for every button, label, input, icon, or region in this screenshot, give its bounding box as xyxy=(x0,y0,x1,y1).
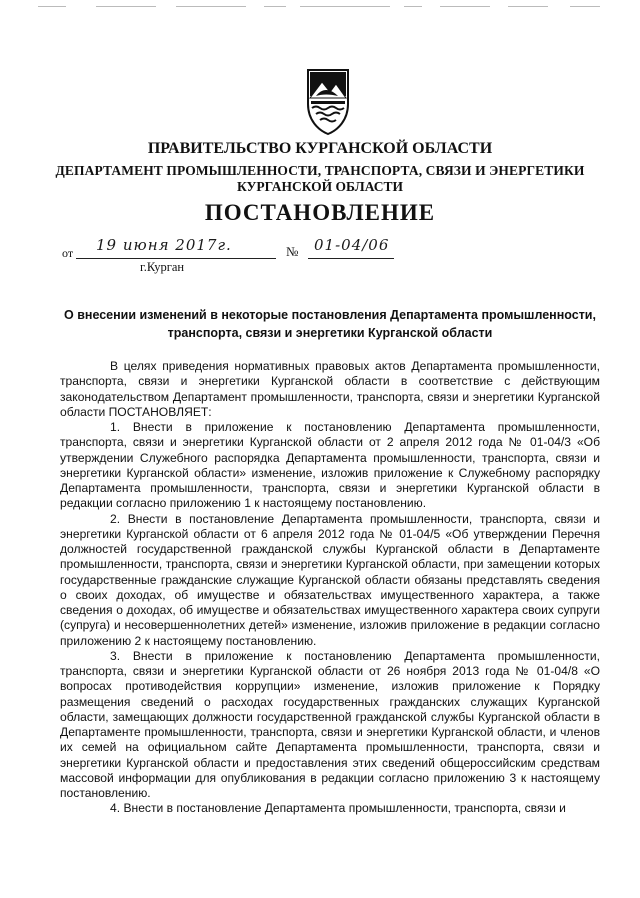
preamble-paragraph: В целях приведения нормативных правовых актов Департамента промышленности, транспорта, связи и энергетики Курганской области в соответствие с действующим законодательством Департамент промышленности, транспорта, связи и энергетики Курганской области ПОСТАНОВЛЯЕТ: xyxy=(60,359,600,419)
number-prefix: № xyxy=(286,244,299,259)
handwritten-date: 19 июня 2017г. xyxy=(96,236,232,254)
government-name: ПРАВИТЕЛЬСТВО КУРГАНСКОЙ ОБЛАСТИ xyxy=(147,140,493,157)
clause-paragraph: 3. Внести в приложение к постановлению Департамента промышленности, транспорта, связи и энергетики Курганской области от 26 ноября 2013 года № 01-04/8 «О вопросах противодействия коррупции» изменение, изложив приложение к Порядку размещения сведений о расходах государственных гражданских служащих Курганской области, замещающих должности государственной гражданской службы Курганской области в Департаменте промышленности, транспорта, связи и энергетики Курганской области, и членов их семей на официальном сайте Департамента промышленности, транспорта, связи и энергетики Курганской области и предоставления этих сведений общероссийским средствам массовой информации для опубликования в редакции согласно приложению 3 к настоящему постановлению. xyxy=(60,648,600,800)
clause-paragraph: 1. Внести в приложение к постановлению Департамента промышленности, транспорта, связи и энергетики Курганской области от 2 апреля 2012 года № 01-04/3 «Об утверждении Служебного распорядка Департамента промышленности, транспорта, связи и энергетики Курганской области» изменение, изложив приложение к Служебному распорядку Департамента промышленности, транспорта, связи и энергетики Курганской области в редакции согласно приложению 1 к настоящему постановлению. xyxy=(60,420,600,511)
department-name-line1: ДЕПАРТАМЕНТ ПРОМЫШЛЕННОСТИ, ТРАНСПОРТА, СВЯЗИ И ЭНЕРГЕТИКИ xyxy=(55,163,585,178)
document-type-heading: ПОСТАНОВЛЕНИЕ xyxy=(204,200,436,225)
number-underline xyxy=(308,258,394,259)
date-prefix: от xyxy=(62,246,74,260)
clause-paragraph: 2. Внести в постановление Департамента промышленности, транспорта, связи и энергетики Курганской области от 6 апреля 2012 года № 01-04/5 «Об утверждении Перечня должностей государственной гражданской службы Курганской области в Департаменте промышленности, транспорта, связи и энергетики Курганской области, при замещении которых государственные гражданские служащие Курганской области обязаны представлять сведения о своих доходах, об имуществе и обязательствах имущественного характера, а также сведения о доходах, об имуществе и обязательствах имущественного характера своих супруги (супруга) и несовершеннолетних детей» изменение, изложив приложение в редакции согласно приложению 2 к настоящему постановлению. xyxy=(60,511,600,648)
date-underline xyxy=(76,258,276,259)
coat-of-arms-icon xyxy=(300,68,356,136)
city-label: г.Курган xyxy=(140,260,185,274)
handwritten-number: 01-04/06 xyxy=(314,236,390,254)
document-body xyxy=(60,359,600,817)
scan-artifact-line xyxy=(0,6,640,9)
clause-paragraph: 4. Внести в постановление Департамента промышленности, транспорта, связи и xyxy=(110,801,566,816)
document-title: О внесении изменений в некоторые постановления Департамента промышленности, транспорта, связи и энергетики Курганской области xyxy=(64,308,596,340)
department-name-line2: КУРГАНСКОЙ ОБЛАСТИ xyxy=(236,179,404,194)
